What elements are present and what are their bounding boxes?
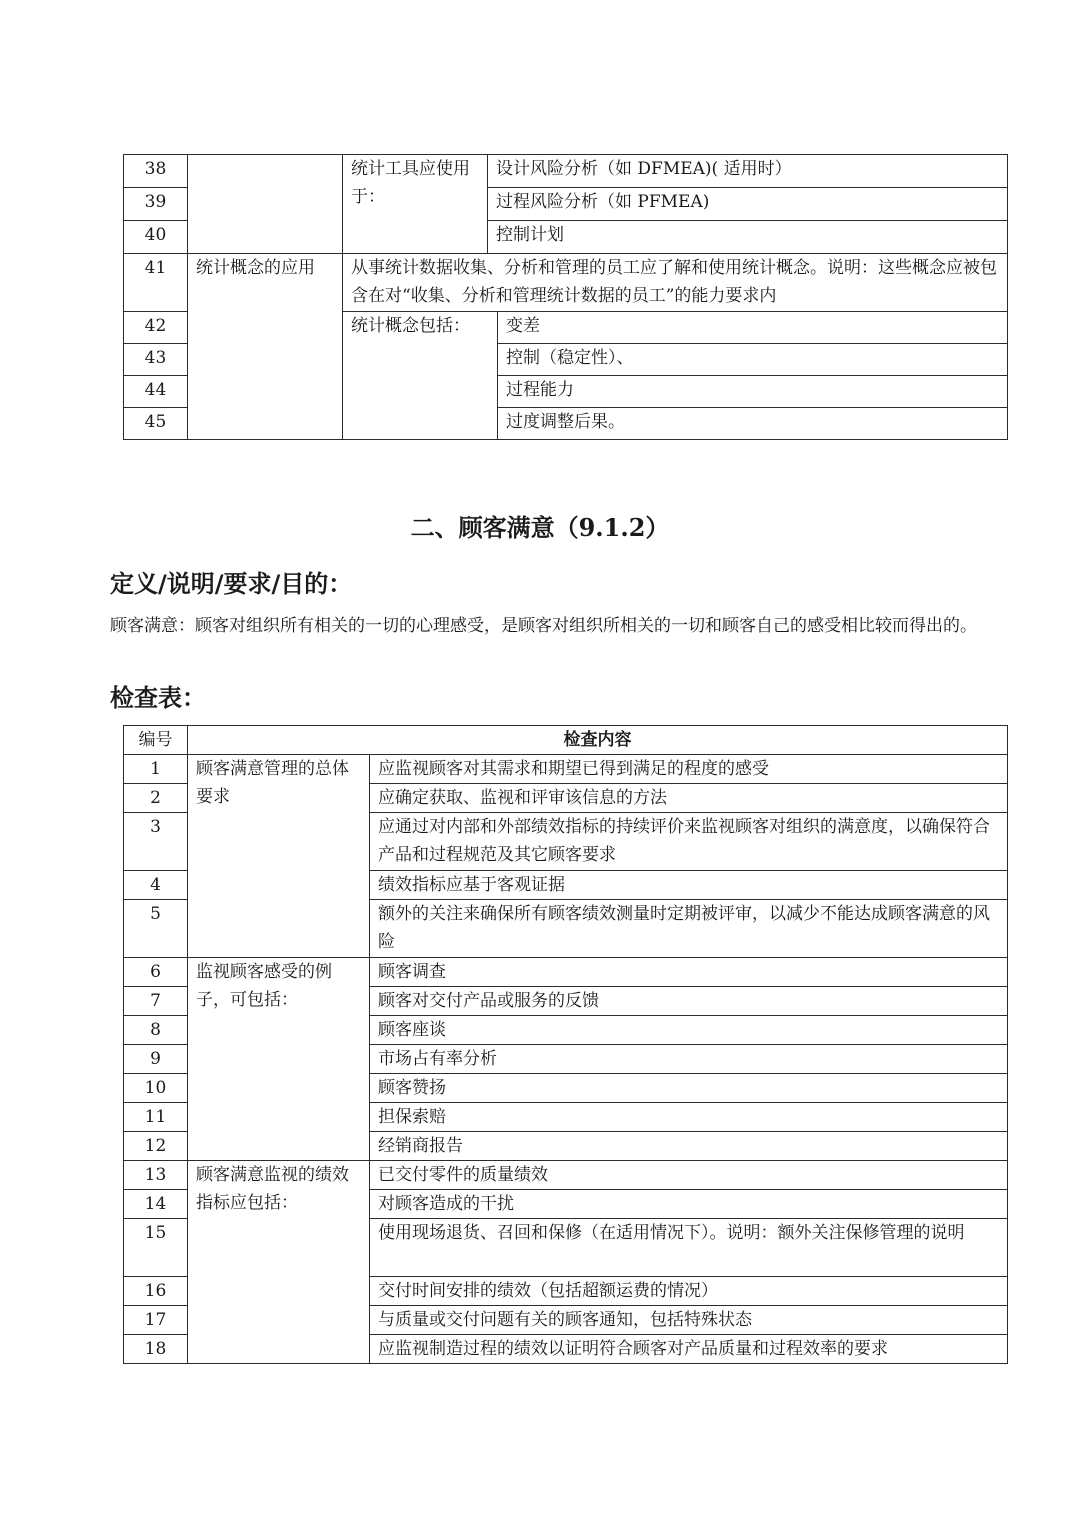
- row-number: 44: [124, 376, 188, 408]
- row-number: 2: [124, 784, 188, 813]
- row-number: 8: [124, 1016, 188, 1045]
- row-number: 38: [124, 155, 188, 188]
- row-text: 顾客对交付产品或服务的反馈: [370, 987, 1008, 1016]
- row-number: 7: [124, 987, 188, 1016]
- statistics-checklist-table: [123, 154, 1008, 440]
- item-cell: 过程能力: [498, 376, 1008, 408]
- item-cell: 控制计划: [488, 221, 1008, 254]
- item-cell: 过度调整后果。: [498, 408, 1008, 440]
- row-number: 18: [124, 1335, 188, 1364]
- row-text: 市场占有率分析: [370, 1045, 1008, 1074]
- row-number: 3: [124, 813, 188, 871]
- row-text: 已交付零件的质量绩效: [370, 1161, 1008, 1190]
- row-number: 6: [124, 958, 188, 987]
- table-row: [124, 1161, 1008, 1190]
- group-label: 监视顾客感受的例子，可包括：: [188, 958, 370, 1161]
- row-number: 9: [124, 1045, 188, 1074]
- item-cell: 设计风险分析（如 DFMEA)( 适用时）: [488, 155, 1008, 188]
- group-label: 顾客满意管理的总体要求: [188, 755, 370, 958]
- row-text: 额外的关注来确保所有顾客绩效测量时定期被评审，以减少不能达成顾客满意的风险: [370, 900, 1008, 958]
- category-cell: [188, 155, 343, 254]
- row-number: 5: [124, 900, 188, 958]
- row-text: 与质量或交付问题有关的顾客通知，包括特殊状态: [370, 1306, 1008, 1335]
- category-cell: 统计概念的应用: [188, 254, 343, 440]
- group-label: 顾客满意监视的绩效指标应包括：: [188, 1161, 370, 1364]
- row-text: 担保索赔: [370, 1103, 1008, 1132]
- section-title: 二、顾客满意（9.1.2）: [410, 513, 670, 542]
- row-number: 41: [124, 254, 188, 312]
- row-number: 43: [124, 344, 188, 376]
- row-number: 40: [124, 221, 188, 254]
- item-cell: 从事统计数据收集、分析和管理的员工应了解和使用统计概念。说明：这些概念应被包含在对“收集、分析和管理统计数据的员工”的能力要求内: [343, 254, 1008, 312]
- row-number: 11: [124, 1103, 188, 1132]
- row-number: 17: [124, 1306, 188, 1335]
- row-text: 应确定获取、监视和评审该信息的方法: [370, 784, 1008, 813]
- row-text: 使用现场退货、召回和保修（在适用情况下）。说明：额外关注保修管理的说明: [370, 1219, 1008, 1277]
- row-number: 13: [124, 1161, 188, 1190]
- table-header-row: [124, 726, 1008, 755]
- row-number: 14: [124, 1190, 188, 1219]
- row-number: 39: [124, 188, 188, 221]
- customer-satisfaction-checklist-table: [123, 725, 1008, 1364]
- row-number: 12: [124, 1132, 188, 1161]
- checklist-heading: 检查表：: [110, 684, 206, 712]
- row-text: 绩效指标应基于客观证据: [370, 871, 1008, 900]
- header-number: 编号: [124, 726, 188, 755]
- row-number: 45: [124, 408, 188, 440]
- row-text: 顾客赞扬: [370, 1074, 1008, 1103]
- table-row: [124, 958, 1008, 987]
- row-number: 15: [124, 1219, 188, 1277]
- subcategory-cell: 统计概念包括：: [343, 312, 498, 440]
- row-text: 对顾客造成的干扰: [370, 1190, 1008, 1219]
- row-number: 4: [124, 871, 188, 900]
- row-text: 顾客座谈: [370, 1016, 1008, 1045]
- table-row: [124, 155, 1008, 188]
- definition-text: 顾客满意：顾客对组织所有相关的一切的心理感受，是顾客对组织所相关的一切和顾客自己的感受相比较而得出的。: [110, 616, 977, 636]
- row-number: 16: [124, 1277, 188, 1306]
- row-text: 交付时间安排的绩效（包括超额运费的情况）: [370, 1277, 1008, 1306]
- item-cell: 过程风险分析（如 PFMEA): [488, 188, 1008, 221]
- row-number: 10: [124, 1074, 188, 1103]
- row-number: 42: [124, 312, 188, 344]
- row-text: 顾客调查: [370, 958, 1008, 987]
- item-cell: 控制（稳定性）、: [498, 344, 1008, 376]
- header-content: 检查内容: [188, 726, 1008, 755]
- row-text: 应监视制造过程的绩效以证明符合顾客对产品质量和过程效率的要求: [370, 1335, 1008, 1364]
- row-text: 经销商报告: [370, 1132, 1008, 1161]
- definition-heading: 定义/说明/要求/目的：: [110, 570, 353, 598]
- row-text: 应通过对内部和外部绩效指标的持续评价来监视顾客对组织的满意度，以确保符合产品和过程规范及其它顾客要求: [370, 813, 1008, 871]
- item-cell: 变差: [498, 312, 1008, 344]
- table-row: [124, 755, 1008, 784]
- subcategory-cell: 统计工具应使用于：: [343, 155, 488, 254]
- row-number: 1: [124, 755, 188, 784]
- table-row: [124, 254, 1008, 312]
- row-text: 应监视顾客对其需求和期望已得到满足的程度的感受: [370, 755, 1008, 784]
